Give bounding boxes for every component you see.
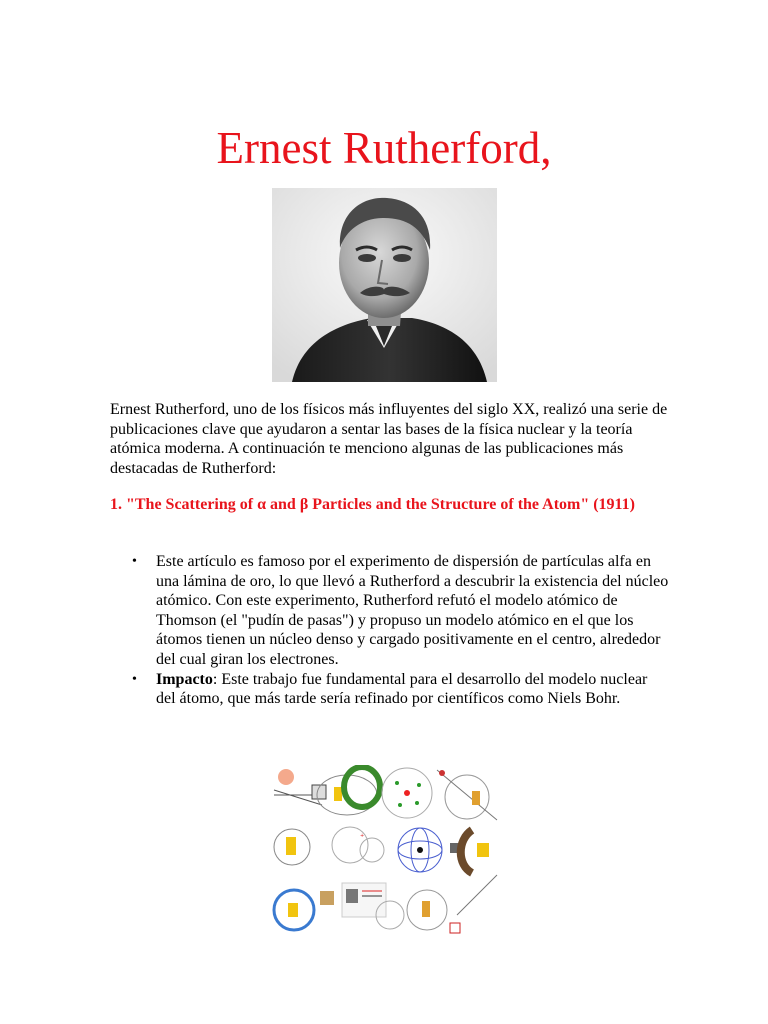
bullet-list — [110, 552, 670, 709]
svg-text:+: + — [360, 833, 365, 839]
bullet-text: Este artículo es famoso por el experimento de dispersión de partículas alfa en una lámina de oro, lo que llevó a Rutherford a descubrir la existencia del núcleo atómico. Con este experimento, Rutherford refutó el modelo atómico de Thomson (el "pudín de pasas") y propuso un modelo atómico en el que los átomos tienen un núcleo denso y cargado positivamente en el centro, alrededor del cual giran los electrones. — [156, 553, 669, 668]
portrait-photo — [272, 188, 497, 382]
intro-paragraph: Ernest Rutherford, uno de los físicos más influyentes del siglo XX, realizó una serie de publicaciones clave que ayudaron a sentar las bases de la física nuclear y la teoría atómica moderna. A continuación te menciono algunas de las publicaciones más destacadas de Rutherford: — [110, 401, 668, 477]
section-heading: 1. "The Scattering of α and β Particles and the Structure of the Atom" (1911) — [110, 496, 635, 513]
bullet-dot: • — [132, 671, 137, 687]
portrait-photo-graphic — [272, 188, 497, 382]
list-item — [110, 670, 670, 709]
bullet-bold-label: Impacto — [156, 670, 213, 688]
bullet-text: : Este trabajo fue fundamental para el desarrollo del modelo nuclear del átomo, que más tarde sería refinado por científicos como Niels Bohr. — [156, 670, 648, 708]
bullet-dot: • — [132, 554, 137, 569]
list-item — [110, 552, 670, 670]
document-title: Ernest Rutherford, — [216, 123, 552, 173]
scattering-diagrams-collage — [272, 765, 507, 937]
scattering-diagrams-graphic — [272, 765, 507, 937]
